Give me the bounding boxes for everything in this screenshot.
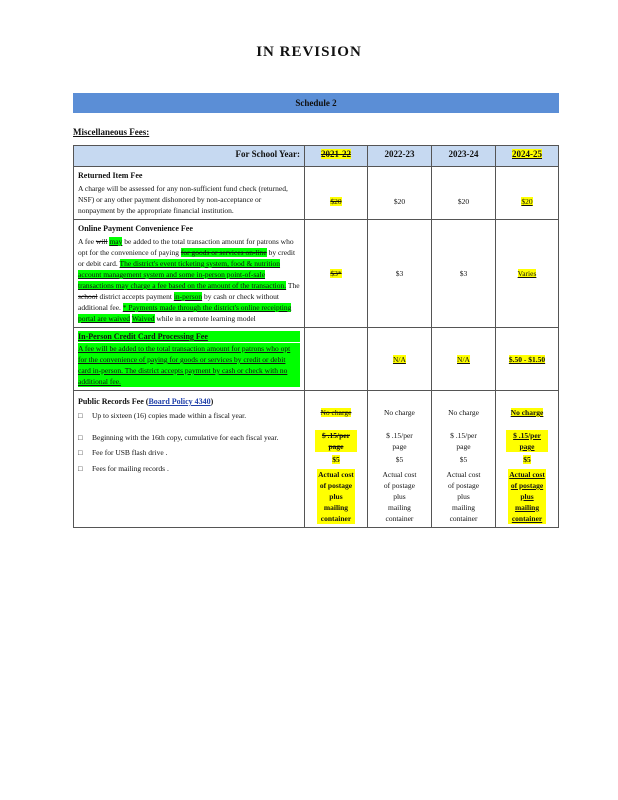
schedule-banner: Schedule 2 (73, 93, 559, 113)
credit-val-4: $.50 - $1.50 (496, 328, 559, 391)
online-fee-title: Online Payment Convenience Fee (78, 224, 193, 233)
returned-item-row (74, 167, 559, 220)
returned-item-title: Returned Item Fee (78, 171, 143, 180)
school-year-label: For School Year: (74, 146, 305, 167)
returned-val-4: $20 (496, 167, 559, 220)
year-col-3: 2023-24 (431, 146, 495, 167)
records-col-1: No charge $ .15/per page $5 Actual cost of postage plus mailing container (305, 391, 368, 528)
online-val-4: Varies (496, 220, 559, 328)
online-val-2: $3 (367, 220, 431, 328)
records-title-line: Public Records Fee (Board Policy 4340) (78, 397, 214, 406)
credit-card-desc: A fee will be added to the total transaction amount for patrons who opt for the convenience of paying for goods or services by credit or debit card in-person. The district accepts payment by cash or check with no additional fee. (78, 343, 300, 387)
misc-fees-heading: Miscellaneous Fees: (73, 127, 150, 137)
credit-val-3: N/A (431, 328, 495, 391)
online-fee-desc: A fee will may be added to the total transaction amount for patrons who opt for the convenience of paying for goods or services on-line by credit or debit card. The district's event ticketing system, food & nutrition account management system and some in-person point-of-sale transactions may charge a fee based on the amount of the transaction. The school district accepts payment in-person by cash or check without additional fee. * Payments made through the district's online receipting portal are waived Waived while in a remote learning model (78, 237, 300, 323)
bullet-icon: □ (78, 464, 83, 473)
returned-item-desc: A charge will be assessed for any non-sufficient fund check (returned, NSF) or any other payment dishonored by non-acceptance or nonpayment by the appropriate financial institution. (78, 184, 288, 215)
board-policy-link[interactable]: Board Policy 4340 (148, 397, 211, 406)
bullet-icon: □ (78, 433, 83, 442)
page-title: IN REVISION (256, 44, 362, 60)
online-fee-row (74, 220, 559, 328)
records-col-2: No charge $ .15/per page $5 Actual cost of postage plus mailing container (367, 391, 431, 528)
credit-val-1 (305, 328, 368, 391)
records-item-3: □ Fee for USB flash drive . (78, 448, 168, 457)
year-col-4: 2024-25 (496, 146, 559, 167)
year-col-1: 2021-22 (305, 146, 368, 167)
header-row (74, 146, 559, 167)
credit-val-2: N/A (367, 328, 431, 391)
credit-card-row (74, 328, 559, 391)
returned-val-2: $20 (367, 167, 431, 220)
records-col-4: No charge $ .15/per page $5 Actual cost of postage plus mailing container (496, 391, 559, 528)
returned-val-1: $20 (305, 167, 368, 220)
fees-table (73, 145, 559, 528)
online-val-1: $3* (305, 220, 368, 328)
records-item-1: □ Up to sixteen (16) copies made within a fiscal year. (78, 411, 247, 420)
bullet-icon: □ (78, 411, 83, 420)
year-col-2: 2022-23 (367, 146, 431, 167)
records-col-3: No charge $ .15/per page $5 Actual cost of postage plus mailing container (431, 391, 495, 528)
bullet-icon: □ (78, 448, 83, 457)
public-records-row (74, 391, 559, 528)
records-item-4: □ Fees for mailing records . (78, 464, 169, 473)
records-item-2: □ Beginning with the 16th copy, cumulative for each fiscal year. (78, 433, 279, 442)
credit-card-title: In-Person Credit Card Processing Fee (78, 331, 300, 342)
returned-val-3: $20 (431, 167, 495, 220)
online-val-3: $3 (431, 220, 495, 328)
